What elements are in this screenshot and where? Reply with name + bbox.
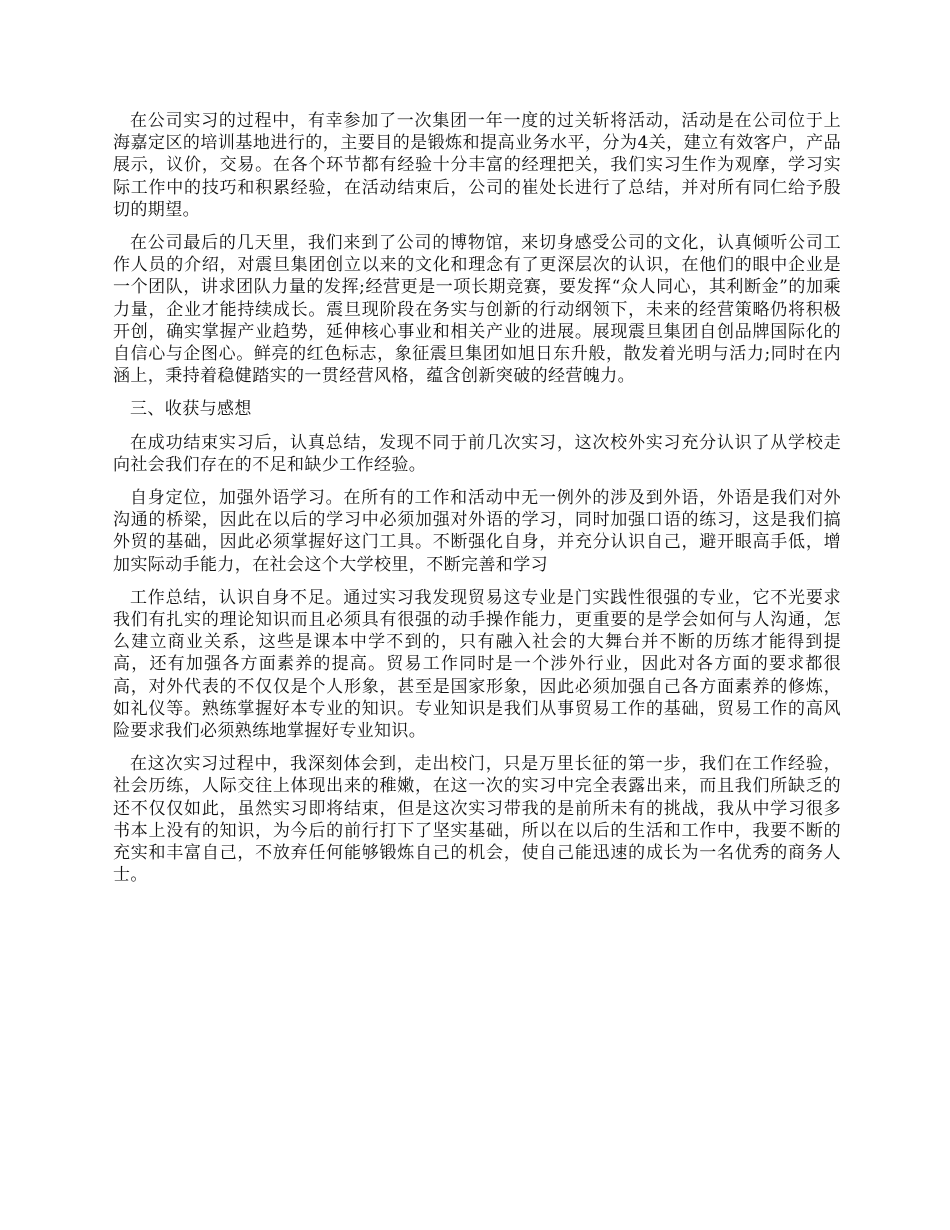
paragraph-foreign-language: 自身定位，加强外语学习。在所有的工作和活动中无一例外的涉及到外语，外语是我们对外沟通的桥梁，因此在以后的学习中必须加强对外语的学习，同时加强口语的练习，这是我们搞外贸的基础，因此必须掌握好这门工具。不断强化自身，并充分认识自己，避开眼高手低，增加实际动手能力，在社会这个大学校里，不断完善和学习 xyxy=(113,488,841,575)
paragraph-company-museum: 在公司最后的几天里，我们来到了公司的博物馆，来切身感受公司的文化，认真倾听公司工作人员的介绍，对震旦集团创立以来的文化和理念有了更深层次的认识，在他们的眼中企业是一个团队，讲求团队力量的发挥;经营更是一项长期竞赛，要发挥“众人同心，其利断金”的加乘力量，企业才能持续成长。震旦现阶段在务实与创新的行动纲领下，未来的经营策略仍将积极开创，确实掌握产业趋势，延伸核心事业和相关产业的进展。展现震旦集团自创品牌国际化的自信心与企图心。鲜亮的红色标志，象征震旦集团如旭日东升般，散发着光明与活力;同时在内涵上，秉持着稳健踏实的一贯经营风格，蕴含创新突破的经营魄力。 xyxy=(113,233,841,387)
document-body xyxy=(113,110,841,898)
paragraph-internship-summary: 在成功结束实习后，认真总结，发现不同于前几次实习，这次校外实习充分认识了从学校走向社会我们存在的不足和缺少工作经验。 xyxy=(113,432,841,475)
paragraph-conclusion: 在这次实习过程中，我深刻体会到，走出校门，只是万里长征的第一步，我们在工作经验，社会历练，人际交往上体现出来的稚嫩，在这一次的实习中完全表露出来，而且我们所缺乏的还不仅仅如此，虽然实习即将结束，但是这次实习带我的是前所未有的挑战，我从中学习很多书本上没有的知识，为今后的前行打下了坚实基础，所以在以后的生活和工作中，我要不断的充实和丰富自己，不放弃任何能够锻炼自己的机会，使自己能迅速的成长为一名优秀的商务人士。 xyxy=(113,754,841,886)
paragraph-company-competition: 在公司实习的过程中，有幸参加了一次集团一年一度的过关斩将活动，活动是在公司位于上海嘉定区的培训基地进行的，主要目的是锻炼和提高业务水平，分为4关，建立有效客户，产品展示，议价，交易。在各个环节都有经验十分丰富的经理把关，我们实习生作为观摩，学习实际工作中的技巧和积累经验，在活动结束后，公司的崔处长进行了总结，并对所有同仁给予殷切的期望。 xyxy=(113,111,841,220)
paragraph-self-shortcomings: 工作总结，认识自身不足。通过实习我发现贸易这专业是门实践性很强的专业，它不光要求我们有扎实的理论知识而且必须具有很强的动手操作能力，更重要的是学会如何与人沟通，怎么建立商业关系，这些是课本中学不到的，只有融入社会的大舞台并不断的历练才能得到提高，还有加强各方面素养的提高。贸易工作同时是一个涉外行业，因此对各方面的要求都很高，对外代表的不仅仅是个人形象，甚至是国家形象，因此必须加强自己各方面素养的修炼，如礼仪等。熟练掌握好本专业的知识。专业知识是我们从事贸易工作的基础，贸易工作的高风险要求我们必须熟练地掌握好专业知识。 xyxy=(113,587,841,742)
section-heading-gains-reflections: 三、收获与感想 xyxy=(130,399,252,420)
